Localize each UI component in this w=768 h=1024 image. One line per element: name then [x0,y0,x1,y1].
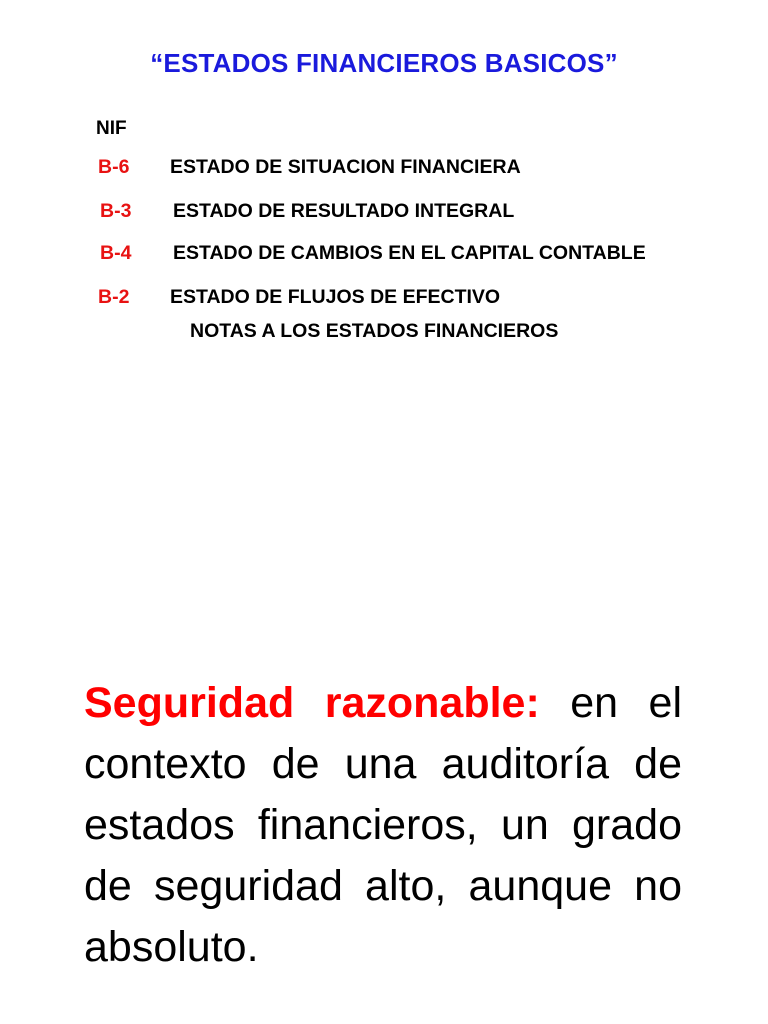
definition-term: Seguridad razonable: [84,679,540,727]
statement-name: ESTADO DE SITUACION FINANCIERA [170,156,521,178]
statement-code: B-2 [98,286,130,308]
notes-line: NOTAS A LOS ESTADOS FINANCIEROS [190,320,559,342]
statement-name: ESTADO DE CAMBIOS EN EL CAPITAL CONTABLE [173,242,646,264]
definition-text: en el contexto de una auditoría de estados financieros, un grado de seguridad alto, aunque no absoluto. [84,679,682,971]
statement-name: ESTADO DE RESULTADO INTEGRAL [173,200,515,222]
page-title: “ESTADOS FINANCIEROS BASICOS” [150,48,618,78]
nif-label: NIF [96,118,127,139]
statement-code: B-6 [98,156,130,178]
statement-code: B-4 [100,242,132,264]
statement-name: ESTADO DE FLUJOS DE EFECTIVO [170,286,501,308]
definition-paragraph [84,673,682,978]
statement-code: B-3 [100,200,132,222]
